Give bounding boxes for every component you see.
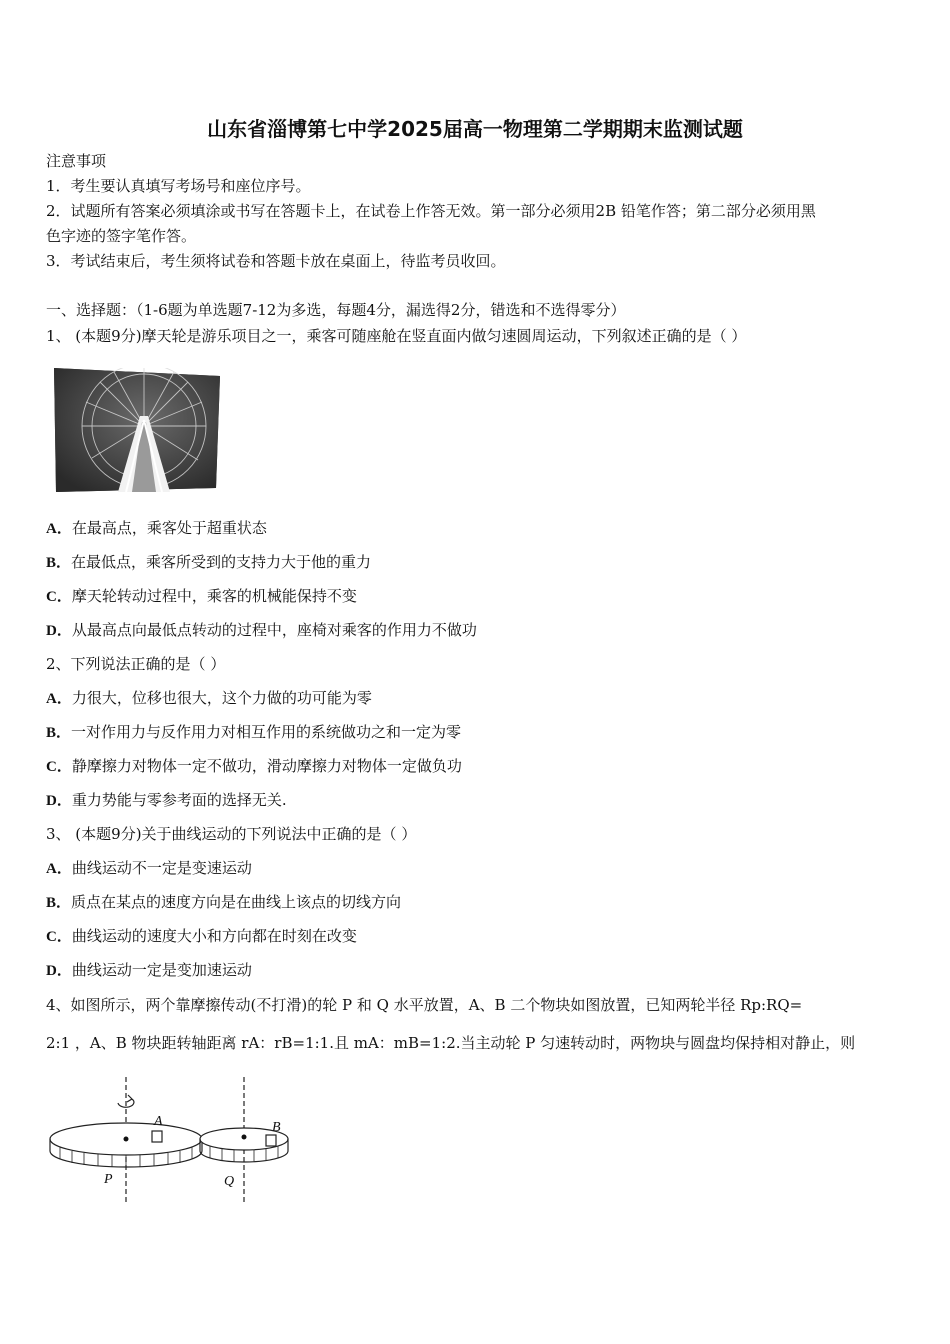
option-row (46, 518, 267, 539)
option-label: D． (46, 623, 72, 639)
option-row (46, 926, 357, 947)
option-row (46, 892, 401, 913)
option-row (46, 620, 477, 641)
option-label: B． (46, 725, 72, 741)
option-label: D． (46, 793, 72, 809)
label-p: P (104, 1172, 113, 1187)
notice-item: 2．试题所有答案必须填涂或书写在答题卡上，在试卷上作答无效。第一部分必须用2B 铅笔作答；第二部分必须用黑 (46, 202, 816, 220)
ferris-wheel-image (52, 368, 220, 492)
option-text: 曲线运动的速度大小和方向都在时刻在改变 (71, 927, 357, 945)
option-row (46, 790, 287, 811)
option-label: D． (46, 963, 72, 979)
option-row (46, 688, 372, 709)
question-1-stem: 1、 (本题9分)摩天轮是游乐项目之一，乘客可随座舱在竖直面内做匀速圆周运动，下列叙述正确的是（ ） (46, 327, 747, 345)
question-2-stem: 2、下列说法正确的是（ ） (46, 655, 226, 673)
option-text: 一对作用力与反作用力对相互作用的系统做功之和一定为零 (71, 723, 462, 741)
option-text: 摩天轮转动过程中，乘客的机械能保持不变 (71, 587, 357, 605)
option-row (46, 858, 252, 879)
section-heading: 一、选择题：（1-6题为单选题7-12为多选，每题4分，漏选得2分，错选和不选得零分） (46, 301, 626, 319)
friction-wheels-diagram (44, 1075, 304, 1210)
option-text: 曲线运动一定是变加速运动 (71, 961, 252, 979)
option-text: 质点在某点的速度方向是在曲线上该点的切线方向 (71, 893, 402, 911)
option-row (46, 586, 357, 607)
question-3-stem: 3、 (本题9分)关于曲线运动的下列说法中正确的是（ ） (46, 825, 417, 843)
notice-item: 色字迹的签字笔作答。 (46, 227, 197, 245)
option-text: 力很大，位移也很大，这个力做的功可能为零 (71, 689, 372, 707)
question-4-stem-cont: 2:1 ，A、B 物块距转轴距离 rA：rB=1:1.且 mA：mB=1:2.当主动轮 P 匀速转动时，两物块与圆盘均保持相对静止，则 (46, 1034, 856, 1052)
option-label: A． (46, 521, 72, 537)
label-q: Q (224, 1174, 235, 1189)
option-label: C． (46, 759, 72, 775)
option-label: A． (46, 861, 72, 877)
notice-heading: 注意事项 (46, 152, 107, 170)
option-text: 在最低点，乘客所受到的支持力大于他的重力 (71, 553, 372, 571)
label-a: A (154, 1114, 163, 1129)
notice-item: 1．考生要认真填写考场号和座位序号。 (46, 177, 311, 195)
option-text: 重力势能与零参考面的选择无关. (71, 791, 287, 809)
option-row (46, 960, 252, 981)
option-text: 曲线运动不一定是变速运动 (71, 859, 252, 877)
notice-item: 3．考试结束后，考生须将试卷和答题卡放在桌面上，待监考员收回。 (46, 252, 506, 270)
option-row (46, 722, 461, 743)
page-title: 山东省淄博第七中学2025届高一物理第二学期期末监测试题 (207, 117, 743, 141)
option-label: A． (46, 691, 72, 707)
option-label: C． (46, 589, 72, 605)
option-row (46, 756, 462, 777)
option-text: 在最高点，乘客处于超重状态 (71, 519, 267, 537)
option-text: 从最高点向最低点转动的过程中，座椅对乘客的作用力不做功 (71, 621, 477, 639)
option-label: C． (46, 929, 72, 945)
option-text: 静摩擦力对物体一定不做功，滑动摩擦力对物体一定做负功 (71, 757, 462, 775)
option-label: B． (46, 895, 72, 911)
option-row (46, 552, 371, 573)
label-b: B (272, 1120, 281, 1135)
option-label: B． (46, 555, 72, 571)
question-4-stem: 4、如图所示，两个靠摩擦传动(不打滑)的轮 P 和 Q 水平放置，A、B 二个物块如图放置，已知两轮半径 Rp:RQ= (46, 996, 803, 1014)
